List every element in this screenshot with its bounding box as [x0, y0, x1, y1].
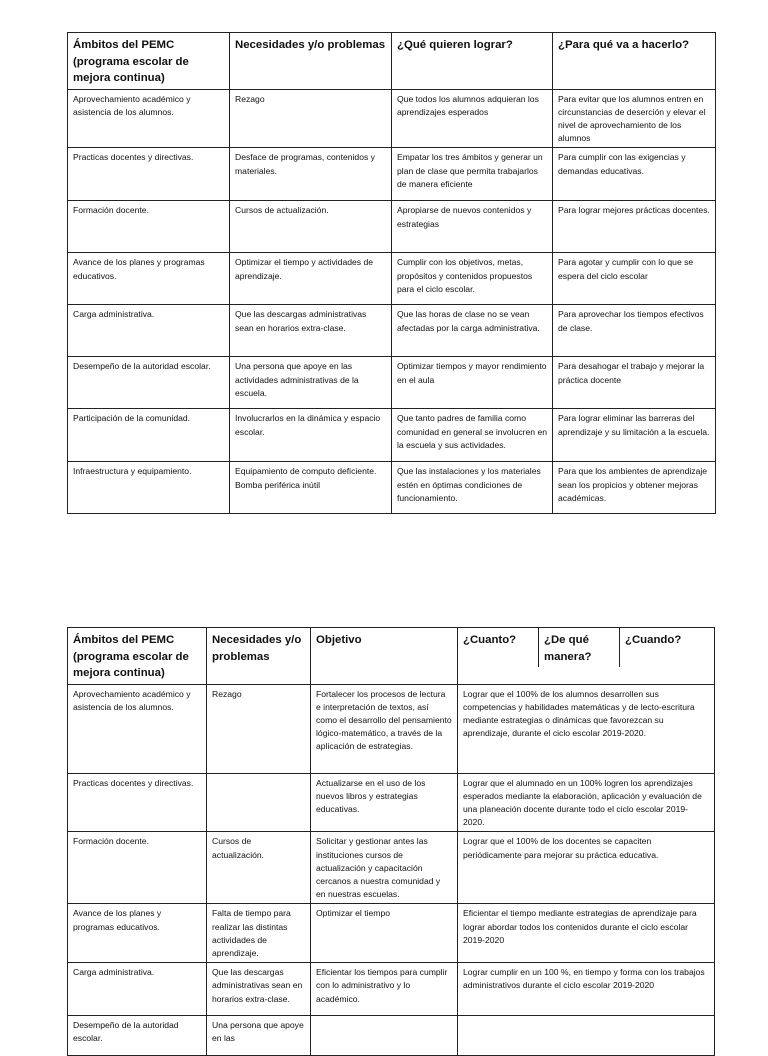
- table-row: [68, 904, 715, 963]
- cell-ambito: Participación de la comunidad.: [68, 409, 230, 462]
- cell-cuanto: [458, 1016, 715, 1056]
- cell-que-lograr: Que tanto padres de familia como comunidad en general se involucren en la escuela y sus actividades.: [392, 409, 553, 462]
- cell-objetivo: Fortalecer los procesos de lectura e interpretación de textos, así como el desarrollo del pensamiento lógico-matemático, a través de la aplicación de estrategias.: [311, 684, 458, 773]
- table-row: [68, 963, 715, 1016]
- cell-necesidad: Rezago: [230, 89, 392, 148]
- cell-necesidad: Falta de tiempo para realizar las distintas actividades de aprendizaje.: [207, 904, 311, 963]
- cell-cuanto: Lograr que el 100% de los docentes se capaciten periódicamente para mejorar su práctica educativa.: [458, 832, 715, 904]
- cell-necesidad: Cursos de actualización.: [207, 832, 311, 904]
- header-objetivo: Objetivo: [311, 628, 458, 685]
- table-header-row: [68, 628, 715, 685]
- cell-cuanto: Eficientar el tiempo mediante estrategias de aprendizaje para lograr abordar todos los contenidos durante el ciclo escolar 2019-2020: [458, 904, 715, 963]
- cell-ambito: Carga administrativa.: [68, 305, 230, 357]
- cell-para-que: Para lograr mejores prácticas docentes.: [553, 201, 716, 253]
- header-cuanto: ¿Cuanto?: [458, 628, 539, 667]
- cell-cuanto: Lograr que el alumnado en un 100% logren los aprendizajes esperados mediante la elaboración, aplicación y evaluación de una planeación docente durante todo el ciclo escolar 2019-2020.: [458, 773, 715, 832]
- cell-que-lograr: Cumplir con los objetivos, metas, propósitos y contenidos propuestos para el ciclo escolar.: [392, 253, 553, 305]
- cell-que-lograr: Optimizar tiempos y mayor rendimiento en el aula: [392, 357, 553, 409]
- cell-necesidad: Desface de programas, contenidos y materiales.: [230, 148, 392, 201]
- table-row: [68, 773, 715, 832]
- cell-necesidad: Optimizar el tiempo y actividades de aprendizaje.: [230, 253, 392, 305]
- cell-necesidad: Una persona que apoye en las: [207, 1016, 311, 1056]
- header-ambitos: Ámbitos del PEMC (programa escolar de mejora continua): [68, 33, 230, 90]
- cell-ambito: Aprovechamiento académico y asistencia de los alumnos.: [68, 89, 230, 148]
- cell-ambito: Avance de los planes y programas educativos.: [68, 904, 207, 963]
- cell-necesidad: Que las descargas administrativas sean en horarios extra-clase.: [230, 305, 392, 357]
- cell-cuanto: Lograr que el 100% de los alumnos desarrollen sus competencias y habilidades matemáticas y de lecto-escritura mediante estrategias o dinámicas que favorezcan su aprendizaje, durante el ciclo escolar 2019-2020.: [458, 684, 715, 773]
- table-row: [68, 462, 716, 514]
- header-cuanto-group: [458, 628, 715, 685]
- table-row: [68, 201, 716, 253]
- header-ambitos: Ámbitos del PEMC (programa escolar de mejora continua): [68, 628, 207, 685]
- table-header-row: [68, 33, 716, 90]
- cell-necesidad: Equipamiento de computo deficiente. Bomba periférica inútil: [230, 462, 392, 514]
- table-row: [68, 684, 715, 773]
- cell-objetivo: Solicitar y gestionar antes las instituciones cursos de actualización y capacitación cercanos a nuestra comunidad y en nuestras escuelas.: [311, 832, 458, 904]
- table-row: [68, 148, 716, 201]
- cell-necesidad: Involucrarlos en la dinámica y espacio escolar.: [230, 409, 392, 462]
- cell-ambito: Carga administrativa.: [68, 963, 207, 1016]
- pemc-table-2: [67, 627, 715, 1056]
- table-row: [68, 89, 716, 148]
- table-row: [68, 1016, 715, 1056]
- cell-ambito: Aprovechamiento académico y asistencia de los alumnos.: [68, 684, 207, 773]
- cell-ambito: Desempeño de la autoridad escolar.: [68, 1016, 207, 1056]
- table-row: [68, 305, 716, 357]
- cell-que-lograr: Apropiarse de nuevos contenidos y estrategias: [392, 201, 553, 253]
- header-necesidades: Necesidades y/o problemas: [207, 628, 311, 685]
- cell-ambito: Avance de los planes y programas educativos.: [68, 253, 230, 305]
- pemc-table-1: [67, 32, 716, 514]
- cell-objetivo: Actualizarse en el uso de los nuevos libros y estrategias educativas.: [311, 773, 458, 832]
- header-de-que-manera: ¿De qué manera?: [539, 628, 620, 667]
- cell-ambito: Infraestructura y equipamiento.: [68, 462, 230, 514]
- cell-ambito: Desempeño de la autoridad escolar.: [68, 357, 230, 409]
- cell-que-lograr: Empatar los tres ámbitos y generar un plan de clase que permita trabajarlos de manera eficiente: [392, 148, 553, 201]
- cell-que-lograr: Que las instalaciones y los materiales estén en óptimas condiciones de funcionamiento.: [392, 462, 553, 514]
- header-necesidades: Necesidades y/o problemas: [230, 33, 392, 90]
- cell-objetivo: [311, 1016, 458, 1056]
- cell-para-que: Para cumplir con las exigencias y demandas educativas.: [553, 148, 716, 201]
- header-que-lograr: ¿Qué quieren lograr?: [392, 33, 553, 90]
- cell-ambito: Formación docente.: [68, 201, 230, 253]
- cell-para-que: Para lograr eliminar las barreras del aprendizaje y su limitación a la escuela.: [553, 409, 716, 462]
- cell-para-que: Para aprovechar los tiempos efectivos de clase.: [553, 305, 716, 357]
- header-para-que: ¿Para qué va a hacerlo?: [553, 33, 716, 90]
- cell-ambito: Practicas docentes y directivas.: [68, 148, 230, 201]
- cell-necesidad: Que las descargas administrativas sean en horarios extra-clase.: [207, 963, 311, 1016]
- cell-cuanto: Lograr cumplir en un 100 %, en tiempo y forma con los trabajos administrativos durante el ciclo escolar 2019-2020: [458, 963, 715, 1016]
- cell-para-que: Para evitar que los alumnos entren en circunstancias de deserción y elevar el nivel de aprovechamiento de los alumnos: [553, 89, 716, 148]
- cell-para-que: Para desahogar el trabajo y mejorar la práctica docente: [553, 357, 716, 409]
- header-cuando: ¿Cuando?: [625, 634, 682, 646]
- cell-necesidad: Cursos de actualización.: [230, 201, 392, 253]
- cell-que-lograr: Que todos los alumnos adquieran los aprendizajes esperados: [392, 89, 553, 148]
- cell-ambito: Practicas docentes y directivas.: [68, 773, 207, 832]
- cell-objetivo: Eficientar los tiempos para cumplir con lo administrativo y lo académico.: [311, 963, 458, 1016]
- table-row: [68, 357, 716, 409]
- cell-objetivo: Optimizar el tiempo: [311, 904, 458, 963]
- cell-necesidad: [207, 773, 311, 832]
- cell-para-que: Para que los ambientes de aprendizaje sean los propicios y obtener mejoras académicas.: [553, 462, 716, 514]
- cell-ambito: Formación docente.: [68, 832, 207, 904]
- table-row: [68, 253, 716, 305]
- cell-para-que: Para agotar y cumplir con lo que se espera del ciclo escolar: [553, 253, 716, 305]
- table-row: [68, 832, 715, 904]
- cell-necesidad: Una persona que apoye en las actividades administrativas de la escuela.: [230, 357, 392, 409]
- table-row: [68, 409, 716, 462]
- cell-necesidad: Rezago: [207, 684, 311, 773]
- cell-que-lograr: Que las horas de clase no se vean afectadas por la carga administrativa.: [392, 305, 553, 357]
